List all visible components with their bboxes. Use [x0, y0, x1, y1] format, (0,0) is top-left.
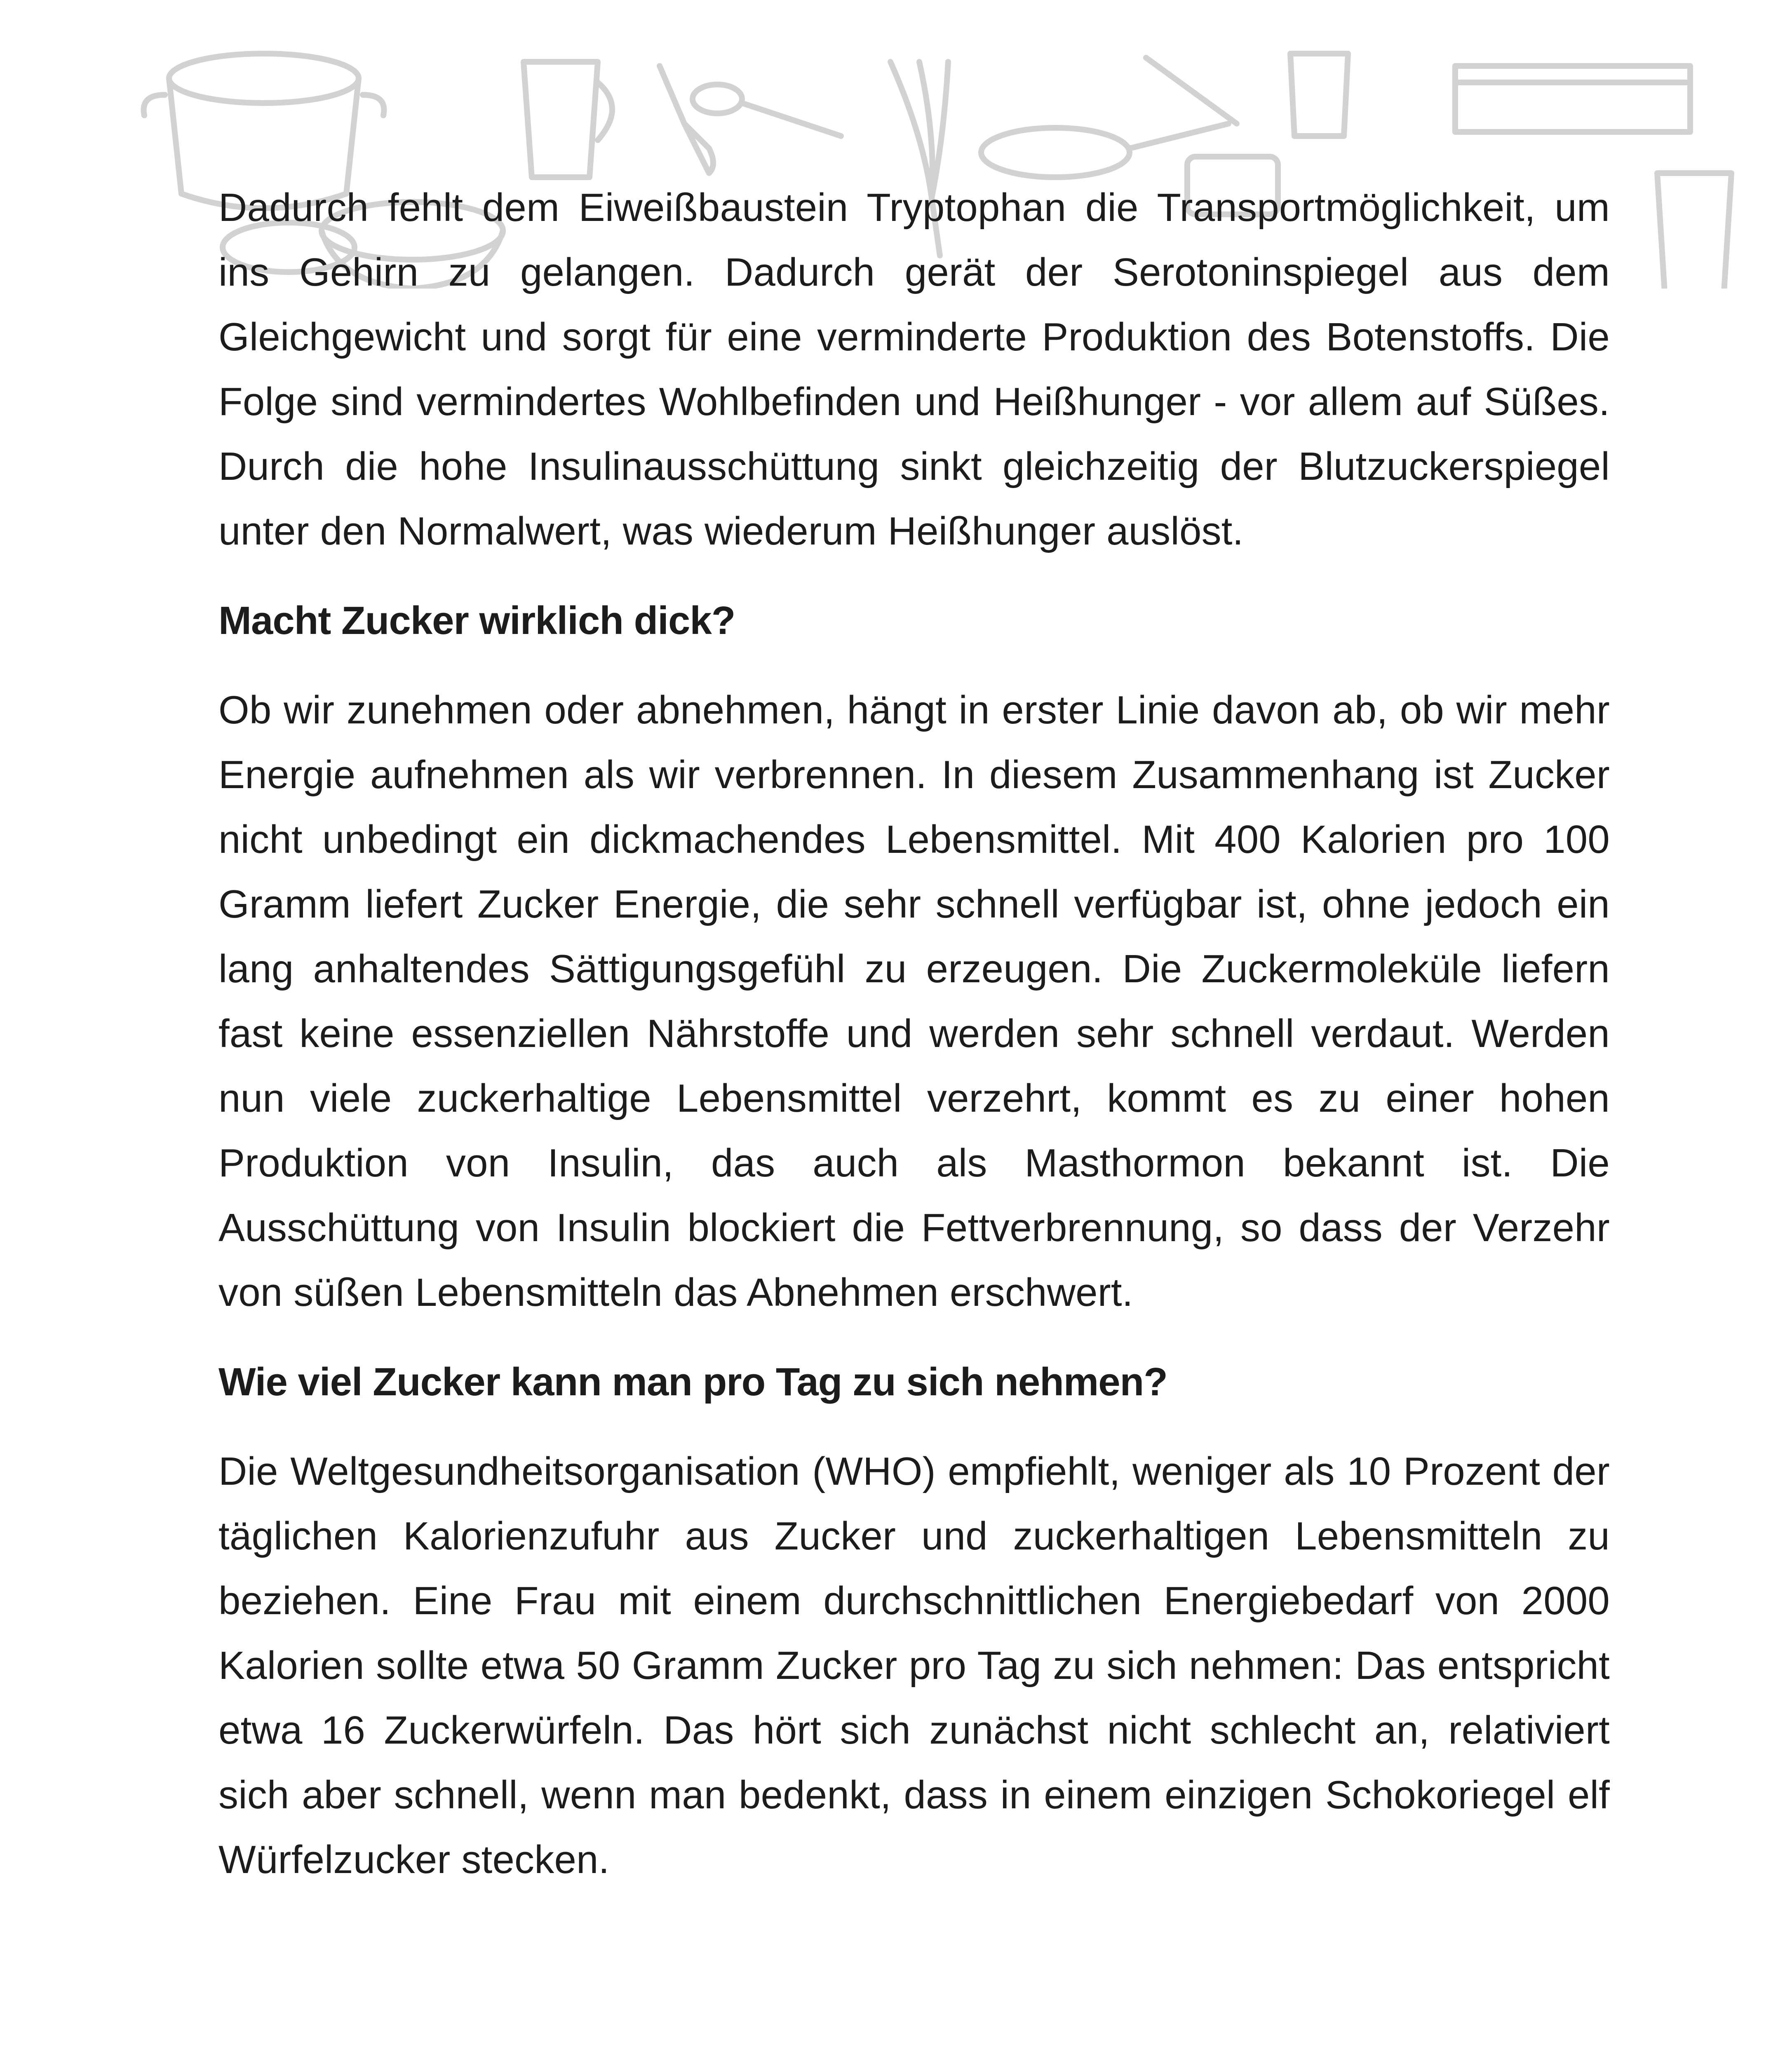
body-paragraph-1: Dadurch fehlt dem Eiweißbaustein Tryptophan die Transportmöglichkeit, um ins Gehirn zu gelangen. Dadurch gerät der Serotoninspiegel aus dem Gleichgewicht und sorgt für eine verminderte Produktion des Botenstoffs. Die Folge sind vermindertes Wohlbefinden und Heißhunger - vor allem auf Süßes. Durch die hohe Insulinausschüttung sinkt gleichzeitig der Blutzuckerspiegel unter den Normalwert, was wiederum Heißhunger auslöst.	[218, 185, 1610, 553]
section-heading-daily-sugar-intake: Wie viel Zucker kann man pro Tag zu sich nehmen?	[218, 1360, 1167, 1404]
cake-tin-icon	[1455, 66, 1690, 132]
jug-icon	[1290, 54, 1348, 136]
body-paragraph-2: Ob wir zunehmen oder abnehmen, hängt in erster Linie davon ab, ob wir mehr Energie aufnehmen als wir verbrennen. In diesem Zusammenhang ist Zucker nicht unbedingt ein dickmachendes Lebensmittel. Mit 400 Kalorien pro 100 Gramm liefert Zucker Energie, die sehr schnell verfügbar ist, ohne jedoch ein lang anhaltendes Sättigungsgefühl zu erzeugen. Die Zuckermoleküle liefern fast keine essenziellen Nährstoffe und werden sehr schnell verdaut. Werden nun viele zuckerhaltige Lebensmittel verzehrt, kommt es zu einer hohen Produktion von Insulin, das auch als Masthormon bekannt ist. Die Ausschüttung von Insulin blockiert die Fettverbrennung, so dass der Verzehr von süßen Lebensmitteln das Abnehmen erschwert.	[218, 688, 1610, 1315]
frying-pan-icon	[981, 124, 1228, 177]
jug-icon	[524, 62, 612, 177]
section-heading-sugar-fattening: Macht Zucker wirklich dick?	[218, 599, 735, 643]
knife-icon	[660, 66, 713, 173]
body-paragraph-3: Die Weltgesundheitsorganisation (WHO) empfiehlt, weniger als 10 Prozent der täglichen Kalorienzufuhr aus Zucker und zuckerhaltigen Lebensmitteln zu beziehen. Eine Frau mit einem durchschnittlichen Energiebedarf von 2000 Kalorien sollte etwa 50 Gramm Zucker pro Tag zu sich nehmen: Das entspricht etwa 16 Zuckerwürfeln. Das hört sich zunächst nicht schlecht an, relativiert sich aber schnell, wenn man bedenkt, dass in einem einzigen Schokoriegel elf Würfelzucker stecken.	[218, 1449, 1610, 1882]
grater-icon	[1657, 173, 1731, 289]
knife-icon	[1146, 58, 1237, 124]
document-body	[218, 175, 1610, 1892]
spoon-icon	[693, 85, 841, 136]
